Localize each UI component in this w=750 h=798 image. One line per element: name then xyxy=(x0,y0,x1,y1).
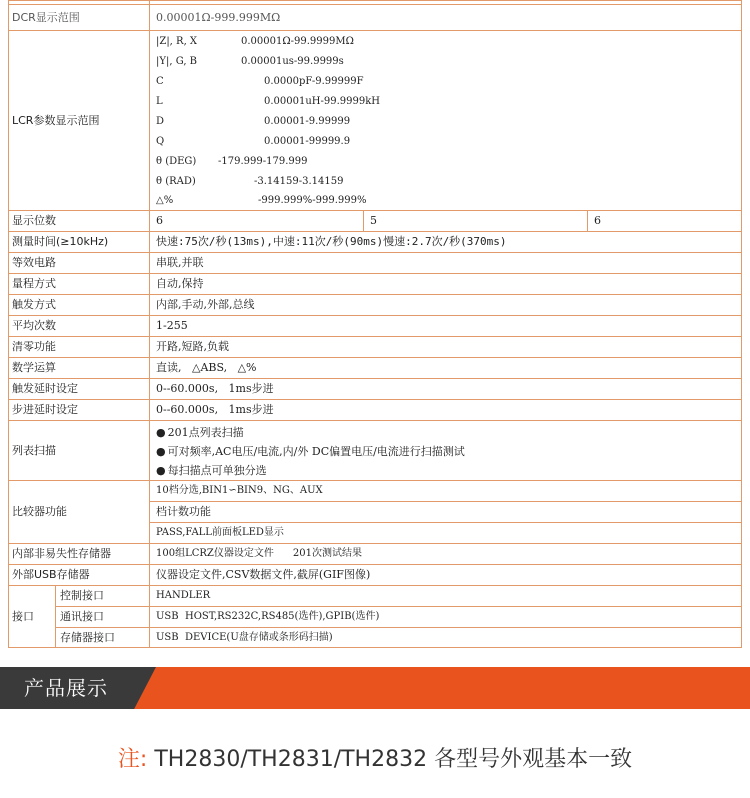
lcr-param: C xyxy=(156,76,164,87)
interface-row-value: USB HOST,RS232C,RS485(选件),GPIB(选件) xyxy=(150,607,742,628)
lcr-param-range: 0.00001-99999.9 xyxy=(264,136,351,147)
spec-row-value: 快速:75次/秒(13ms),中速:11次/秒(90ms)慢速:2.7次/秒(370ms) xyxy=(150,232,742,253)
lcr-param-range: 0.00001-9.99999 xyxy=(264,116,351,127)
spec-row-label: 测量时间(≥10kHz) xyxy=(8,232,150,253)
spec-row-label: 数学运算 xyxy=(8,358,150,379)
lcr-param: Q xyxy=(156,136,165,147)
lcr-range-label: LCR参数显示范围 xyxy=(8,31,150,211)
digits-value: 6 xyxy=(588,211,742,232)
list-scan-label: 列表扫描 xyxy=(8,421,150,481)
banner-title: 产品展示 xyxy=(24,676,108,700)
spec-row-label: 步进延时设定 xyxy=(8,400,150,421)
digits-value: 5 xyxy=(364,211,588,232)
comparator-label: 比较器功能 xyxy=(8,481,150,544)
lcr-param-range: 0.00001us-99.9999s xyxy=(241,56,344,67)
internal-storage-value: 100组LCRZ仪器设定文件 201次测试结果 xyxy=(150,544,742,565)
spec-table xyxy=(8,0,742,648)
spec-row-value: 0--60.000s, 1ms步进 xyxy=(150,400,742,421)
spec-row-value: 直读, △ABS, △% xyxy=(150,358,742,379)
spec-row-value: 自动,保持 xyxy=(150,274,742,295)
lcr-param-range: -3.14159-3.14159 xyxy=(254,176,344,187)
list-scan-item xyxy=(156,423,741,442)
section-banner xyxy=(0,667,750,709)
interface-label: 接口 xyxy=(8,586,56,648)
digits-label: 显示位数 xyxy=(8,211,150,232)
lcr-param: θ (RAD) xyxy=(156,176,196,187)
dcr-range-label: DCR显示范围 xyxy=(8,5,150,31)
interface-row-label: 通讯接口 xyxy=(56,607,150,628)
spec-row-label: 清零功能 xyxy=(8,337,150,358)
spec-row-value: 0--60.000s, 1ms步进 xyxy=(150,379,742,400)
usb-storage-value: 仪器设定文件,CSV数据文件,截屏(GIF图像) xyxy=(150,565,742,586)
list-scan-items xyxy=(150,421,742,481)
lcr-param-range: 0.00001uH-99.9999kH xyxy=(264,96,381,107)
internal-storage-label: 内部非易失性存储器 xyxy=(8,544,150,565)
list-scan-item-text: 可对频率,AC电压/电流,内/外 DC偏置电压/电流进行扫描测试 xyxy=(167,445,465,458)
lcr-param: L xyxy=(156,96,163,107)
lcr-param-range: -179.999-179.999 xyxy=(218,156,308,167)
interface-row-value: HANDLER xyxy=(150,586,742,607)
list-scan-item-text: 201点列表扫描 xyxy=(167,426,244,439)
spec-row-value: 开路,短路,负载 xyxy=(150,337,742,358)
dcr-range-value: 0.00001Ω-999.999MΩ xyxy=(150,5,742,31)
lcr-param: θ (DEG) xyxy=(156,156,197,167)
spec-row-label: 等效电路 xyxy=(8,253,150,274)
footer-note-text: TH2830/TH2831/TH2832 各型号外观基本一致 xyxy=(154,747,633,772)
comparator-item: 档计数功能 xyxy=(150,502,742,523)
digits-value: 6 xyxy=(150,211,364,232)
lcr-param: D xyxy=(156,116,165,127)
interface-row-label: 存储器接口 xyxy=(56,628,150,648)
spec-row-value: 1-255 xyxy=(150,316,742,337)
footer-note xyxy=(0,742,750,773)
comparator-item: PASS,FALL前面板LED显示 xyxy=(150,523,742,544)
spec-row-label: 平均次数 xyxy=(8,316,150,337)
lcr-range-values xyxy=(150,31,742,211)
spec-row-label: 触发方式 xyxy=(8,295,150,316)
lcr-param: |Z|, R, X xyxy=(156,36,198,47)
spec-row-label: 触发延时设定 xyxy=(8,379,150,400)
lcr-param: △% xyxy=(156,195,174,206)
list-scan-item xyxy=(156,461,741,480)
comparator-item: 10档分选,BIN1∽BIN9、NG、AUX xyxy=(150,481,742,502)
list-scan-item xyxy=(156,442,741,461)
spec-row-label: 量程方式 xyxy=(8,274,150,295)
lcr-param-range: 0.0000pF-9.99999F xyxy=(264,76,364,87)
usb-storage-label: 外部USB存储器 xyxy=(8,565,150,586)
lcr-param: |Y|, G, B xyxy=(156,56,198,67)
lcr-param-range: 0.00001Ω-99.9999MΩ xyxy=(241,36,354,47)
footer-note-tag: 注: xyxy=(117,747,148,772)
lcr-param-range: -999.999%-999.999% xyxy=(258,195,367,206)
interface-row-label: 控制接口 xyxy=(56,586,150,607)
spec-row-value: 内部,手动,外部,总线 xyxy=(150,295,742,316)
spec-row-value: 串联,并联 xyxy=(150,253,742,274)
list-scan-item-text: 每扫描点可单独分选 xyxy=(167,464,267,477)
interface-row-value: USB DEVICE(U盘存储或条形码扫描) xyxy=(150,628,742,648)
